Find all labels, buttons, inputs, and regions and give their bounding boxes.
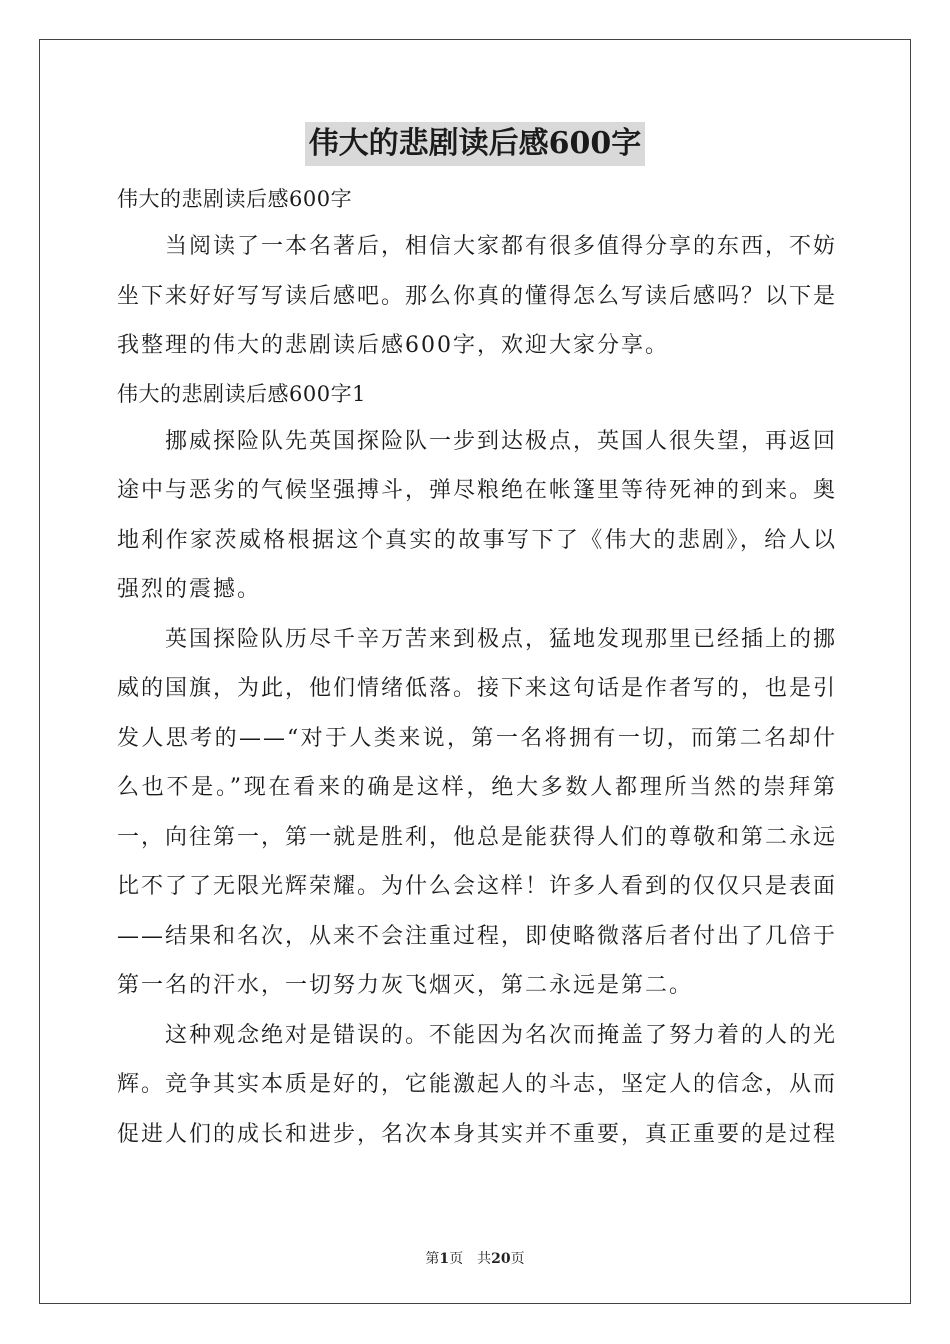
current-page-number: 1 xyxy=(439,1251,450,1267)
page-suffix: 页 xyxy=(510,1251,525,1267)
body-paragraph: 这种观念绝对是错误的。不能因为名次而掩盖了努力着的人的光辉。竞争其实本质是好的，它能激起人的斗志，坚定人的信念，从而促进人们的成长和进步，名次本身其实并不重要，真正重要的是过程 xyxy=(117,1022,838,1147)
body-paragraph: 英国探险队历尽千辛万苦来到极点，猛地发现那里已经插上的挪威的国旗，为此，他们情绪低落。接下来这句话是作者写的，也是引发人思考的——“对于人类来说，第一名将拥有一切，而第二名却什么也不是。”现在看来的确是这样，绝大多数人都理所当然的崇拜第一，向往第一，第一就是胜利，他总是能获得人们的尊敬和第二永远比不了了无限光辉荣耀。为什么会这样！许多人看到的仅仅只是表面——结果和名次，从来不会注重过程，即使略微落后者付出了几倍于第一名的汗水，一切努力灰飞烟灭，第二永远是第二。 xyxy=(117,626,838,998)
document-title: 伟大的悲剧读后感600字 xyxy=(305,122,646,166)
total-pages-number: 20 xyxy=(491,1251,511,1267)
page-prefix: 第 xyxy=(425,1251,440,1267)
page-footer xyxy=(0,1248,950,1268)
document-subtitle: 伟大的悲剧读后感600字 xyxy=(117,187,353,211)
section-heading: 伟大的悲剧读后感600字1 xyxy=(117,381,366,406)
title-container xyxy=(0,122,950,166)
page-separator: 页 共 xyxy=(449,1251,492,1267)
body-paragraph: 挪威探险队先英国探险队一步到达极点，英国人很失望，再返回途中与恶劣的气候坚强搏斗，弹尽粮绝在帐篷里等待死神的到来。奥地利作家茨威格根据这个真实的故事写下了《伟大的悲剧》，给人以强烈的震撼。 xyxy=(117,428,838,602)
intro-paragraph: 当阅读了一本名著后，相信大家都有很多值得分享的东西，不妨坐下来好好写写读后感吧。那么你真的懂得怎么写读后感吗？以下是我整理的伟大的悲剧读后感600字，欢迎大家分享。 xyxy=(117,234,838,358)
document-body xyxy=(117,176,837,1159)
